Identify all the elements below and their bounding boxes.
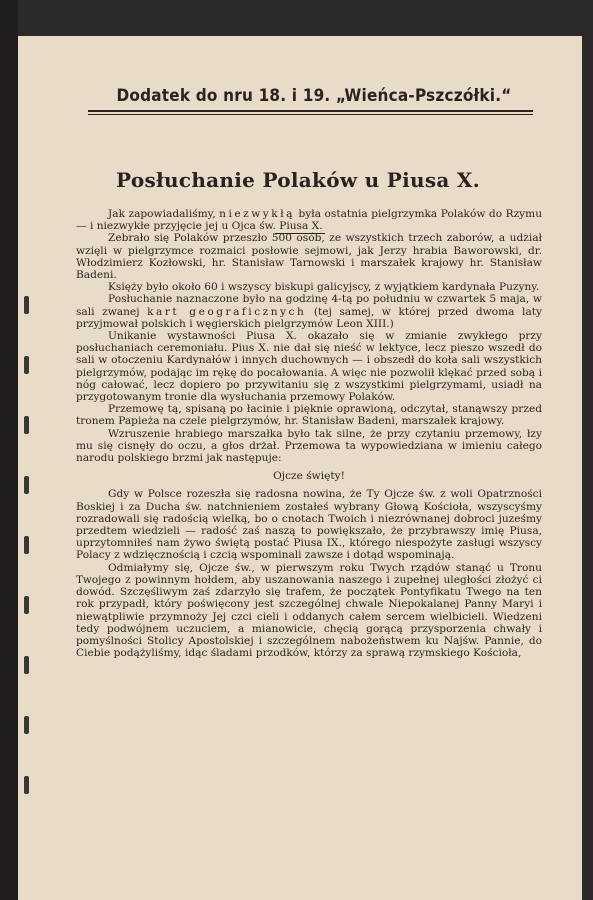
salutation: Ojcze święty! <box>273 470 345 483</box>
paragraph-2: Zebrało się Polaków przeszło 500 osób, ze wszystkich trzech zaborów, a udział wzięli w pielgrzymce rozmaici posłowie sejmowi, jak Jerzy hrabia Baworowski, dr. Włodzimierz Kozłowski, hr. Stanisław Tarnowski i marszałek krajowy hr. Stanisław Badeni. <box>76 232 542 282</box>
article-title: Posłuchanie Polaków u Piusa X. <box>116 168 480 192</box>
paragraph-8: Gdy w Polsce rozeszła się radosna nowina, że Ty Ojcze św. z woli Opatrzności Boskiej i za Ducha św. natchnieniem zostałeś wybrany Głową Kościoła, wszyscyśmy rozradowali się radością wielką, bo o cnotach Twoich i niezrównanej dobroci juześmy przedtem wiedzieli — radość zaś naszą to powiększało, że przybrawszy imię Piusa, uprzytomniłeś nam żywo świętą postać Piusa IX., którego niespożyte zasługi wszyscy Polacy z wdzięcznością i czcią wspominali zawsze i dotąd wspominają. <box>76 488 542 562</box>
paragraph-7: Wzruszenie hrabiego marszałka było tak silne, że przy czytaniu przemowy, łzy mu się cisnęły do oczu, a głos drżał. Przemowa ta wypowiedziana w imieniu całego narodu polskiego brzmi jak następuje: <box>76 427 542 465</box>
binding-holes <box>24 296 30 856</box>
document-page <box>18 36 582 900</box>
paragraph-6: Przemowę tą, spisaną po łacinie i pięknie oprawioną, odczytał, stanąwszy przed tronem Papieża na czele pielgrzymów, hr. Stanisław Badeni, marszałek krajowy. <box>76 403 542 428</box>
paragraph-5: Unikanie wystawności Piusa X. okazało się w zmianie zwykłego przy posłuchaniach ceremoniału. Pius X. nie dał się nieść w lektyce, lecz pieszo wszedł do sali w otoczeniu Kardynałów i innych duchownych — i obszedł do koła sali wszystkich pielgrzymów, podając im rękę do pocałowania. A więc nie pozwolił klękać przed sobą i nóg całować, lecz dopiero po przywitaniu się z wszystkimi pielgrzymami, usiadł na przygotowanym tronie dla wysłuchania przemowy Polaków. <box>76 330 542 404</box>
paragraph-4: Posłuchanie naznaczone było na godzinę 4-tą po południu w czwartek 5 maja, w sali zwanej kart geograficznych (tej samej, w której przed dwoma laty przyjmował polskich i węgierskich pielgrzymów Leon XIII.) <box>76 293 543 330</box>
paragraph-3: Księży było około 60 i wszyscy biskupi galicyjscy, z wyjątkiem kardynała Puzyny. <box>108 281 540 294</box>
header-rule-thin <box>88 114 533 115</box>
supplement-header: Dodatek do nru 18. i 19. „Wieńca-Pszczółki.“ <box>116 86 512 106</box>
header-rule <box>88 110 533 112</box>
scan-margin <box>0 0 18 900</box>
paragraph-9: Odmiałymy się, Ojcze św., w pierwszym roku Twych rządów stanąć u Tronu Twojego z powinnym hołdem, aby uszanowania naszego i zupełnej uległości złożyć ci dowód. Szczęśliwym zaś zdarzyło się trafem, że początek Pontyfikatu Twego na ten rok przypadł, który poświęcony jest szczególnej chwale Niepokalanej Panny Maryi i niewątpliwie przymnoży Jej czci cieli i oddanych całem sercem wielbicieli. Wiedzeni tedy podwójnem uczuciem, a mianowicie, chęcią gorącą przysporzenia chwały i pomyślności Stolicy Apostolskiej i szczególnem nabożeństwem ku Najśw. Pannie, do Ciebie podążyliśmy, idąc śladami przodków, którzy za sprawą rzymskiego Kościoła, <box>76 561 542 660</box>
article-body <box>76 208 542 659</box>
paragraph-1: Jak zapowiadaliśmy, niezwykłą była ostatnia pielgrzymka Polaków do Rzymu — i niezwykłe przyjęcie jej u Ojca św. Piusa X. <box>76 208 543 233</box>
